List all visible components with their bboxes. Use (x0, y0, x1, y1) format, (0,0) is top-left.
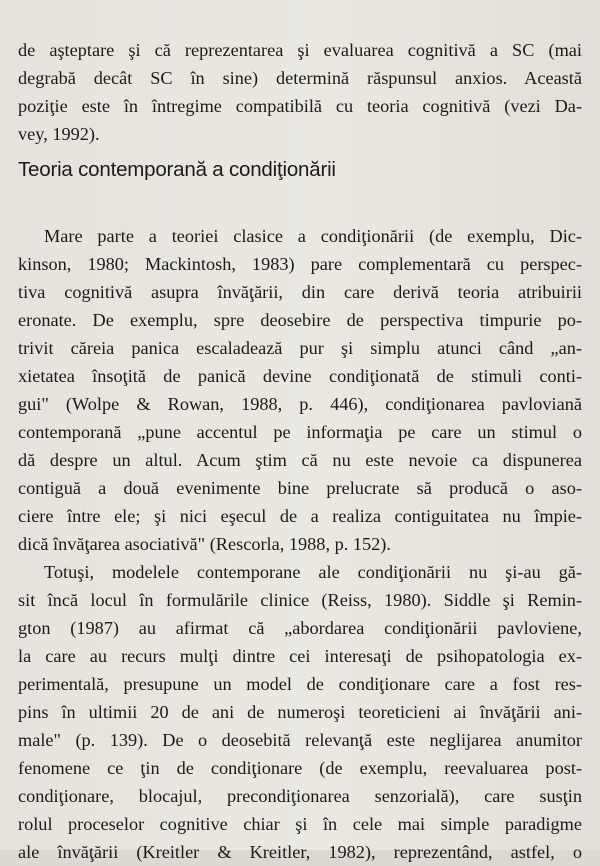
paragraph-2-line: eronate. De exemplu, spre deosebire de perspectiva timpurie po- (18, 310, 582, 330)
paragraph-3-line: pins în ultimii 20 de ani de numeroşi teoreticieni ai învăţării ani- (18, 702, 582, 722)
paragraph-2-line: contiguă a două evenimente bine prelucrate să producă o aso- (18, 478, 582, 498)
paragraph-2-line: Mare parte a teoriei clasice a condiţionării (de exemplu, Dic- (44, 226, 582, 246)
paragraph-2-line: contemporană „pune accentul pe informaţia pe care un stimul o (18, 422, 582, 442)
paragraph-2-line: kinson, 1980; Mackintosh, 1983) pare complementară cu perspec- (18, 254, 582, 274)
paragraph-3-line: perimentală, presupune un model de condiţionare care a fost res- (18, 674, 582, 694)
paragraph-2-line: dică învăţarea asociativă" (Rescorla, 1988, p. 152). (18, 534, 391, 554)
paragraph-2-line: tiva cognitivă asupra învăţării, din care derivă teoria atribuirii (18, 282, 582, 302)
section-heading: Teoria contemporană a condiţionării (18, 158, 336, 181)
paragraph-3-line: ale învăţării (Kreitler & Kreitler, 1982), reprezentând, astfel, o (18, 842, 582, 862)
paragraph-2-line: gui" (Wolpe & Rowan, 1988, p. 446), condiţionarea pavloviană (18, 394, 582, 414)
paragraph-3-line: gton (1987) au afirmat că „abordarea condiţionării pavloviene, (18, 618, 582, 638)
paragraph-3-line: sit încă locul în formulările clinice (Reiss, 1980). Siddle şi Remin- (18, 590, 582, 610)
paragraph-1-line: degrabă decât SC în sine) determină răspunsul anxios. Această (18, 68, 582, 88)
paragraph-3-line: la care au recurs mulţi dintre cei interesaţi de psihopatologia ex- (18, 646, 582, 666)
paragraph-3-line: rolul proceselor cognitive chiar şi în cele mai simple paradigme (18, 814, 582, 834)
paragraph-2-line: xietatea însoţită de panică devine condiţionată de stimuli conti- (18, 366, 582, 386)
paragraph-2-line: dă despre un altul. Acum ştim că nu este nevoie ca dispunerea (18, 450, 582, 470)
paragraph-3-line: condiţionare, blocajul, precondiţionarea senzorială), care susţin (18, 786, 582, 806)
paragraph-3-line: Totuşi, modelele contemporane ale condiţionării nu şi-au gă- (44, 562, 582, 582)
paragraph-2-line: ciere între ele; şi nici eşecul de a realiza contiguitatea nu împie- (18, 506, 582, 526)
paragraph-1-line: poziţie este în întregime compatibilă cu teoria cognitivă (vezi Da- (18, 96, 582, 116)
paragraph-2-line: trivit căreia panica escaladează pur şi simplu atunci când „an- (18, 338, 582, 358)
paragraph-3-line: male" (p. 139). De o deosebită relevanţă este neglijarea anumitor (18, 730, 582, 750)
paragraph-3-line: fenomene ce ţin de condiţionare (de exemplu, reevaluarea post- (18, 758, 582, 778)
paragraph-1-line: de aşteptare şi că reprezentarea şi evaluarea cognitivă a SC (mai (18, 40, 582, 60)
paragraph-1-line: vey, 1992). (18, 124, 100, 144)
